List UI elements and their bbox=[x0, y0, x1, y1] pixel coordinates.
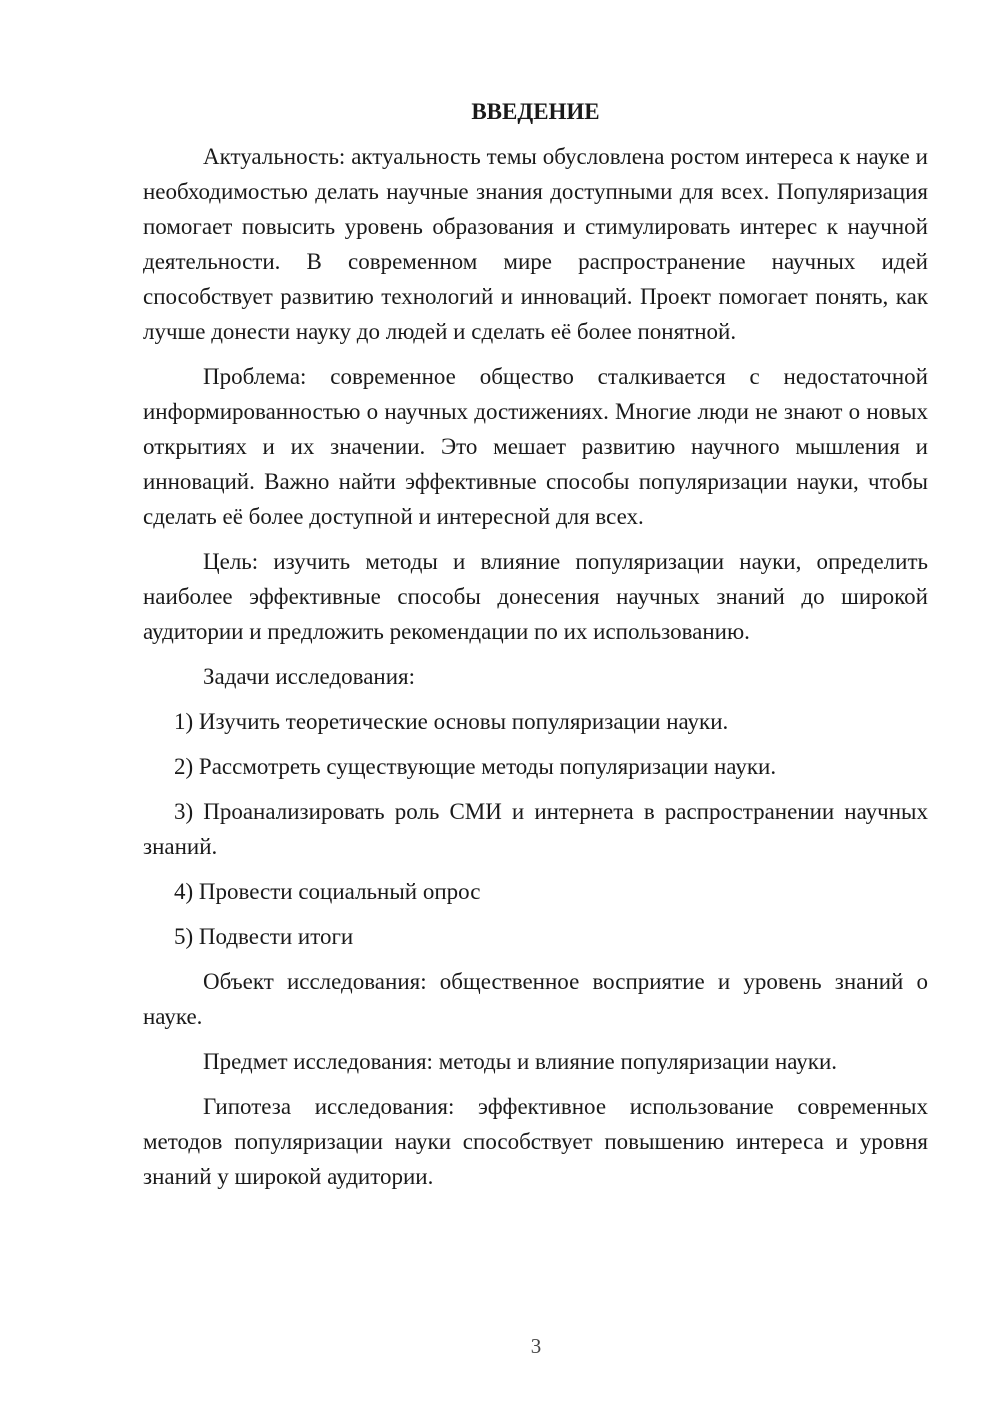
task-item: 2) Рассмотреть существующие методы популяризации науки. bbox=[174, 754, 777, 779]
tasks-heading: Задачи исследования: bbox=[203, 664, 416, 689]
page-number: 3 bbox=[530, 1334, 542, 1358]
task-item: 3) Проанализировать роль СМИ и интернета в распространении научных знаний. bbox=[143, 799, 928, 859]
goal-paragraph: Цель: изучить методы и влияние популяризации науки, определить наиболее эффективные способы донесения научных знаний до широкой аудитории и предложить рекомендации по их использованию. bbox=[143, 549, 928, 644]
task-item: 4) Провести социальный опрос bbox=[174, 879, 481, 904]
section-title: ВВЕДЕНИЕ bbox=[471, 99, 600, 124]
document-body bbox=[143, 94, 928, 1194]
hypothesis-paragraph: Гипотеза исследования: эффективное использование современных методов популяризации науки способствует повышению интереса и уровня знаний у широкой аудитории. bbox=[143, 1094, 928, 1189]
subject-paragraph: Предмет исследования: методы и влияние популяризации науки. bbox=[203, 1049, 838, 1074]
tasks-list bbox=[143, 704, 928, 954]
object-paragraph: Объект исследования: общественное восприятие и уровень знаний о науке. bbox=[143, 969, 928, 1029]
task-item: 5) Подвести итоги bbox=[174, 924, 354, 949]
relevance-paragraph: Актуальность: актуальность темы обусловлена ростом интереса к науке и необходимостью делать научные знания доступными для всех. Популяризация помогает повысить уровень образования и стимулировать интерес к научной деятельности. В современном мире распространение научных идей способствует развитию технологий и инноваций. Проект помогает понять, как лучше донести науку до людей и сделать её более понятной. bbox=[143, 144, 928, 344]
task-item: 1) Изучить теоретические основы популяризации науки. bbox=[174, 709, 729, 734]
problem-paragraph: Проблема: современное общество сталкивается с недостаточной информированностью о научных достижениях. Многие люди не знают о новых открытиях и их значении. Это мешает развитию научного мышления и инноваций. Важно найти эффективные способы популяризации науки, чтобы сделать её более доступной и интересной для всех. bbox=[143, 364, 928, 529]
